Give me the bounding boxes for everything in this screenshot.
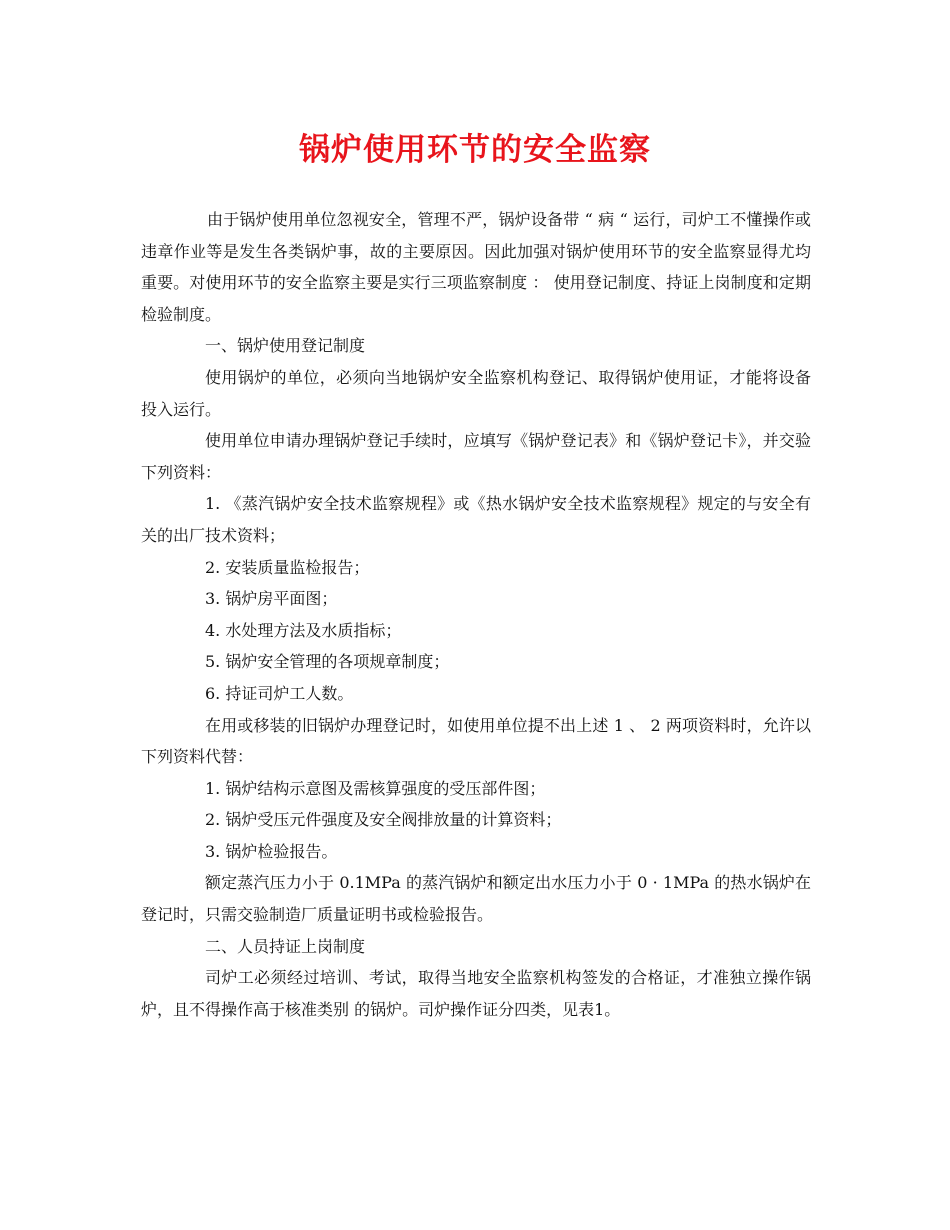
paragraph: 使用锅炉的单位，必须向当地锅炉安全监察机构登记、取得锅炉使用证，才能将设备投入运行。 xyxy=(141,367,811,419)
document-body xyxy=(141,204,811,1025)
list-item: 2. 安装质量监检报告； xyxy=(205,557,370,577)
section-heading-registration: 一、锅炉使用登记制度 xyxy=(205,336,366,356)
paragraph: 使用单位申请办理锅炉登记手续时，应填写《锅炉登记表》和《锅炉登记卡》，并交验下列资料： xyxy=(141,431,811,482)
paragraph: 在用或移装的旧锅炉办理登记时，如使用单位提不出上述 1 、 2 两项资料时，允许以下列资料代替： xyxy=(141,715,811,767)
paragraph: 额定蒸汽压力小于 0.1MPa 的蒸汽锅炉和额定出水压力小于 0 · 1MPa 的热水锅炉在登记时，只需交验制造厂质量证明书或检验报告。 xyxy=(141,873,811,925)
list-item: 1. 《蒸汽锅炉安全技术监察规程》或《热水锅炉安全技术监察规程》规定的与安全有关的出厂技术资料； xyxy=(141,494,811,545)
list-item: 6. 持证司炉工人数。 xyxy=(205,683,354,703)
list-item: 3. 锅炉检验报告。 xyxy=(205,841,338,861)
list-item: 2. 锅炉受压元件强度及安全阀排放量的计算资料； xyxy=(205,810,562,830)
section-heading-certification: 二、人员持证上岗制度 xyxy=(205,936,366,956)
document-title: 锅炉使用环节的安全监察 xyxy=(299,132,651,168)
list-item: 3. 锅炉房平面图； xyxy=(205,589,338,609)
paragraph-intro: 由于锅炉使用单位忽视安全，管理不严，锅炉设备带 “ 病 “ 运行，司炉工不懂操作或违章作业等是发生各类锅炉事，故的主要原因。因此加强对锅炉使用环节的安全监察显得尤均重要。对使用环节的安全监察主要是实行三项监察制度 ： 使用登记制度、持证上岗制度和定期检验制度。 xyxy=(141,210,811,324)
list-item: 5. 锅炉安全管理的各项规章制度； xyxy=(205,652,450,672)
paragraph: 司炉工必须经过培训、考试，取得当地安全监察机构签发的合格证，才准独立操作锅炉，且不得操作高于核准类别 的锅炉。司炉操作证分四类，见表1。 xyxy=(141,968,811,1019)
list-item: 1. 锅炉结构示意图及需核算强度的受压部件图； xyxy=(205,778,546,798)
list-item: 4. 水处理方法及水质指标； xyxy=(205,620,402,640)
